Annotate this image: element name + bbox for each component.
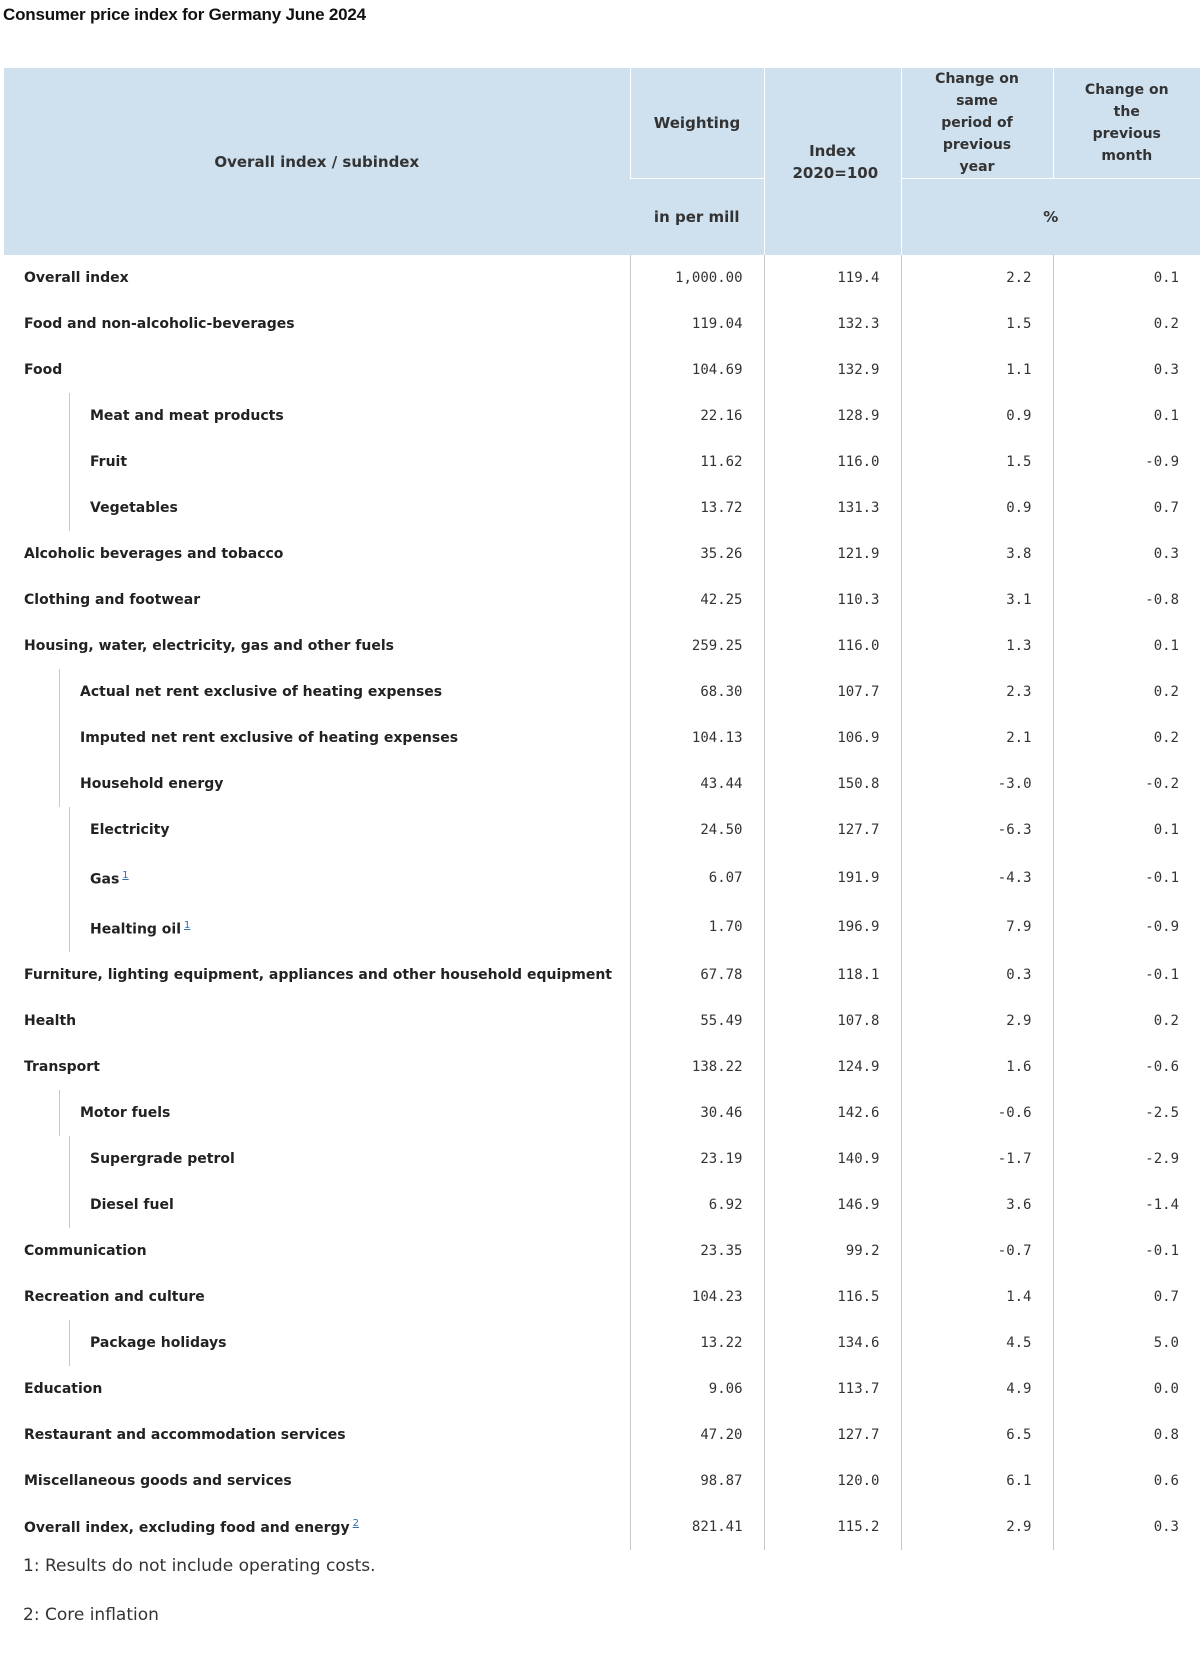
table-row	[4, 998, 1200, 1044]
weighting-cell: 23.35	[630, 1228, 764, 1274]
weighting-cell: 67.78	[630, 952, 764, 998]
index-cell: 107.7	[764, 669, 901, 715]
index-cell: 134.6	[764, 1320, 901, 1366]
index-cell: 120.0	[764, 1458, 901, 1504]
weighting-cell: 24.50	[630, 807, 764, 853]
weighting-cell: 35.26	[630, 531, 764, 577]
change-month-cell: 0.1	[1053, 623, 1200, 669]
header-change-month-label: Change on the previous month	[1084, 82, 1169, 164]
table-row	[4, 1090, 1200, 1136]
footnote-1: 1: Results do not include operating costs.	[23, 1556, 376, 1576]
row-label: Education	[24, 1381, 103, 1398]
row-label-cell	[4, 577, 630, 623]
index-cell: 106.9	[764, 715, 901, 761]
change-year-cell: 1.5	[901, 301, 1053, 347]
change-year-cell: 2.1	[901, 715, 1053, 761]
index-cell: 99.2	[764, 1228, 901, 1274]
table-row	[4, 761, 1200, 807]
weighting-cell: 98.87	[630, 1458, 764, 1504]
row-label-cell	[4, 1320, 630, 1366]
change-month-cell: 0.2	[1053, 669, 1200, 715]
row-label: Alcoholic beverages and tobacco	[24, 546, 284, 562]
index-cell: 140.9	[764, 1136, 901, 1182]
footnote-2: 2: Core inflation	[23, 1605, 159, 1625]
row-label: Communication	[24, 1243, 147, 1260]
weighting-cell: 11.62	[630, 439, 764, 485]
row-label: Vegetables	[90, 500, 178, 516]
row-label-cell	[4, 1182, 630, 1228]
row-label: Overall index, excluding food and energy	[24, 1520, 350, 1537]
row-label: Clothing and footwear	[24, 592, 201, 608]
table-row	[4, 1182, 1200, 1228]
row-label-cell	[4, 952, 630, 998]
weighting-cell: 42.25	[630, 577, 764, 623]
change-year-cell: 1.1	[901, 347, 1053, 393]
change-month-cell: -0.8	[1053, 577, 1200, 623]
table-row	[4, 1228, 1200, 1274]
row-label: Motor fuels	[80, 1105, 171, 1122]
table-row	[4, 255, 1200, 301]
weighting-cell: 821.41	[630, 1504, 764, 1550]
row-label-cell	[4, 439, 630, 485]
footnote-link[interactable]: 2	[352, 1518, 360, 1530]
row-label-cell	[4, 623, 630, 669]
change-year-cell: -1.7	[901, 1136, 1053, 1182]
table-row	[4, 853, 1200, 903]
row-label: Gas	[90, 871, 120, 888]
change-month-cell: 0.7	[1053, 1274, 1200, 1320]
change-month-cell: -2.9	[1053, 1136, 1200, 1182]
table-row	[4, 903, 1200, 953]
weighting-cell: 104.69	[630, 347, 764, 393]
row-label: Food	[24, 362, 63, 378]
header-weighting: Weighting	[630, 68, 764, 179]
weighting-cell: 138.22	[630, 1044, 764, 1090]
index-cell: 116.5	[764, 1274, 901, 1320]
weighting-cell: 43.44	[630, 761, 764, 807]
index-cell: 132.3	[764, 301, 901, 347]
header-subindex: Overall index / subindex	[4, 68, 630, 255]
change-year-cell: -3.0	[901, 761, 1053, 807]
index-cell: 119.4	[764, 255, 901, 301]
table-row	[4, 1320, 1200, 1366]
cpi-table	[4, 68, 1200, 1550]
index-cell: 131.3	[764, 485, 901, 531]
row-label: Healting oil	[90, 921, 182, 938]
index-cell: 128.9	[764, 393, 901, 439]
row-label-cell	[4, 347, 630, 393]
row-label-cell	[4, 1136, 630, 1182]
weighting-cell: 119.04	[630, 301, 764, 347]
index-cell: 142.6	[764, 1090, 901, 1136]
change-month-cell: 0.1	[1053, 393, 1200, 439]
header-percent-unit: %	[901, 179, 1200, 256]
weighting-cell: 6.07	[630, 853, 764, 903]
table-row	[4, 301, 1200, 347]
row-label-cell	[4, 393, 630, 439]
change-year-cell: 3.8	[901, 531, 1053, 577]
row-label: Package holidays	[90, 1335, 227, 1352]
change-year-cell: -0.7	[901, 1228, 1053, 1274]
table-row	[4, 577, 1200, 623]
weighting-cell: 68.30	[630, 669, 764, 715]
row-label: Electricity	[90, 822, 170, 838]
weighting-cell: 22.16	[630, 393, 764, 439]
row-label: Transport	[24, 1059, 100, 1076]
row-label: Food and non-alcoholic-beverages	[24, 316, 295, 332]
row-label: Fruit	[90, 454, 128, 470]
row-label: Household energy	[80, 776, 224, 792]
table-row	[4, 1044, 1200, 1090]
index-cell: 196.9	[764, 903, 901, 953]
table-row	[4, 347, 1200, 393]
weighting-cell: 259.25	[630, 623, 764, 669]
change-month-cell: -0.2	[1053, 761, 1200, 807]
row-label: Actual net rent exclusive of heating expenses	[80, 684, 443, 700]
change-year-cell: 1.5	[901, 439, 1053, 485]
row-label-cell	[4, 1458, 630, 1504]
row-label-cell	[4, 1274, 630, 1320]
row-label: Diesel fuel	[90, 1197, 174, 1214]
index-cell: 113.7	[764, 1366, 901, 1412]
change-year-cell: 2.9	[901, 998, 1053, 1044]
row-label-cell	[4, 1366, 630, 1412]
index-cell: 150.8	[764, 761, 901, 807]
weighting-cell: 9.06	[630, 1366, 764, 1412]
table-row	[4, 1412, 1200, 1458]
change-year-cell: 1.6	[901, 1044, 1053, 1090]
change-year-cell: 7.9	[901, 903, 1053, 953]
change-year-cell: 0.3	[901, 952, 1053, 998]
change-year-cell: -6.3	[901, 807, 1053, 853]
change-year-cell: -0.6	[901, 1090, 1053, 1136]
page-title: Consumer price index for Germany June 2024	[3, 5, 366, 24]
header-change-year	[901, 68, 1053, 179]
row-label-cell	[4, 301, 630, 347]
index-cell: 116.0	[764, 623, 901, 669]
table-row	[4, 531, 1200, 577]
change-month-cell: 0.8	[1053, 1412, 1200, 1458]
table-row	[4, 669, 1200, 715]
change-month-cell: 0.3	[1053, 347, 1200, 393]
change-month-cell: -0.9	[1053, 903, 1200, 953]
change-year-cell: 3.1	[901, 577, 1053, 623]
change-year-cell: 4.9	[901, 1366, 1053, 1412]
table-row	[4, 439, 1200, 485]
table-row	[4, 623, 1200, 669]
change-year-cell: 0.9	[901, 485, 1053, 531]
change-year-cell: -4.3	[901, 853, 1053, 903]
index-cell: 132.9	[764, 347, 901, 393]
weighting-cell: 1.70	[630, 903, 764, 953]
change-month-cell: 0.2	[1053, 715, 1200, 761]
change-month-cell: -0.1	[1053, 853, 1200, 903]
footnote-link[interactable]: 1	[122, 870, 129, 881]
row-label-cell	[4, 998, 630, 1044]
change-year-cell: 1.3	[901, 623, 1053, 669]
weighting-cell: 13.72	[630, 485, 764, 531]
index-cell: 116.0	[764, 439, 901, 485]
header-index	[764, 68, 901, 255]
header-change-year-label: Change on same period of previous year	[935, 71, 1019, 175]
weighting-cell: 1,000.00	[630, 255, 764, 301]
change-year-cell: 3.6	[901, 1182, 1053, 1228]
row-label: Housing, water, electricity, gas and other fuels	[24, 638, 394, 654]
row-label-cell	[4, 807, 630, 853]
change-month-cell: 5.0	[1053, 1320, 1200, 1366]
table-row	[4, 807, 1200, 853]
row-label-cell	[4, 853, 630, 903]
row-label-cell	[4, 761, 630, 807]
row-label: Health	[24, 1013, 77, 1030]
change-year-cell: 1.4	[901, 1274, 1053, 1320]
header-index-label: Index 2020=100	[792, 141, 879, 182]
table-row	[4, 715, 1200, 761]
change-month-cell: -1.4	[1053, 1182, 1200, 1228]
row-label-cell	[4, 669, 630, 715]
change-month-cell: 0.0	[1053, 1366, 1200, 1412]
table-row	[4, 952, 1200, 998]
row-label: Overall index	[24, 270, 129, 286]
weighting-cell: 30.46	[630, 1090, 764, 1136]
table-row	[4, 1366, 1200, 1412]
weighting-cell: 23.19	[630, 1136, 764, 1182]
change-month-cell: -0.6	[1053, 1044, 1200, 1090]
footnote-link[interactable]: 1	[184, 919, 191, 931]
change-month-cell: 0.6	[1053, 1458, 1200, 1504]
index-cell: 115.2	[764, 1504, 901, 1550]
row-label: Imputed net rent exclusive of heating expenses	[80, 730, 459, 746]
row-label-cell	[4, 715, 630, 761]
row-label: Supergrade petrol	[90, 1151, 235, 1168]
change-month-cell: -0.1	[1053, 1228, 1200, 1274]
header-weighting-unit: in per mill	[630, 179, 764, 256]
change-month-cell: 0.3	[1053, 531, 1200, 577]
row-label-cell	[4, 485, 630, 531]
row-label-cell	[4, 1412, 630, 1458]
weighting-cell: 13.22	[630, 1320, 764, 1366]
weighting-cell: 6.92	[630, 1182, 764, 1228]
table-row	[4, 1458, 1200, 1504]
weighting-cell: 55.49	[630, 998, 764, 1044]
table-row	[4, 1136, 1200, 1182]
change-month-cell: 0.2	[1053, 301, 1200, 347]
change-month-cell: 0.7	[1053, 485, 1200, 531]
weighting-cell: 104.23	[630, 1274, 764, 1320]
row-label-cell	[4, 531, 630, 577]
index-cell: 110.3	[764, 577, 901, 623]
change-year-cell: 0.9	[901, 393, 1053, 439]
header-change-month	[1053, 68, 1200, 179]
index-cell: 107.8	[764, 998, 901, 1044]
index-cell: 124.9	[764, 1044, 901, 1090]
weighting-cell: 47.20	[630, 1412, 764, 1458]
row-label-cell	[4, 1504, 630, 1550]
row-label: Restaurant and accommodation services	[24, 1427, 346, 1444]
change-month-cell: 0.1	[1053, 807, 1200, 853]
change-year-cell: 4.5	[901, 1320, 1053, 1366]
index-cell: 118.1	[764, 952, 901, 998]
row-label-cell	[4, 1090, 630, 1136]
change-month-cell: -2.5	[1053, 1090, 1200, 1136]
index-cell: 121.9	[764, 531, 901, 577]
index-cell: 127.7	[764, 1412, 901, 1458]
change-year-cell: 6.1	[901, 1458, 1053, 1504]
change-year-cell: 2.3	[901, 669, 1053, 715]
row-label-cell	[4, 903, 630, 953]
row-label: Miscellaneous goods and services	[24, 1473, 292, 1490]
index-cell: 191.9	[764, 853, 901, 903]
weighting-cell: 104.13	[630, 715, 764, 761]
row-label: Meat and meat products	[90, 408, 284, 424]
table-row	[4, 1274, 1200, 1320]
index-cell: 146.9	[764, 1182, 901, 1228]
change-month-cell: 0.3	[1053, 1504, 1200, 1550]
index-cell: 127.7	[764, 807, 901, 853]
row-label-cell	[4, 1044, 630, 1090]
change-month-cell: -0.9	[1053, 439, 1200, 485]
change-month-cell: -0.1	[1053, 952, 1200, 998]
row-label-cell	[4, 1228, 630, 1274]
change-year-cell: 6.5	[901, 1412, 1053, 1458]
table-row	[4, 1504, 1200, 1550]
change-year-cell: 2.9	[901, 1504, 1053, 1550]
cpi-table-body	[4, 255, 1200, 1550]
change-month-cell: 0.2	[1053, 998, 1200, 1044]
change-year-cell: 2.2	[901, 255, 1053, 301]
row-label: Furniture, lighting equipment, appliances and other household equipment	[24, 967, 612, 984]
table-row	[4, 393, 1200, 439]
row-label: Recreation and culture	[24, 1289, 205, 1306]
table-row	[4, 485, 1200, 531]
change-month-cell: 0.1	[1053, 255, 1200, 301]
row-label-cell	[4, 255, 630, 301]
